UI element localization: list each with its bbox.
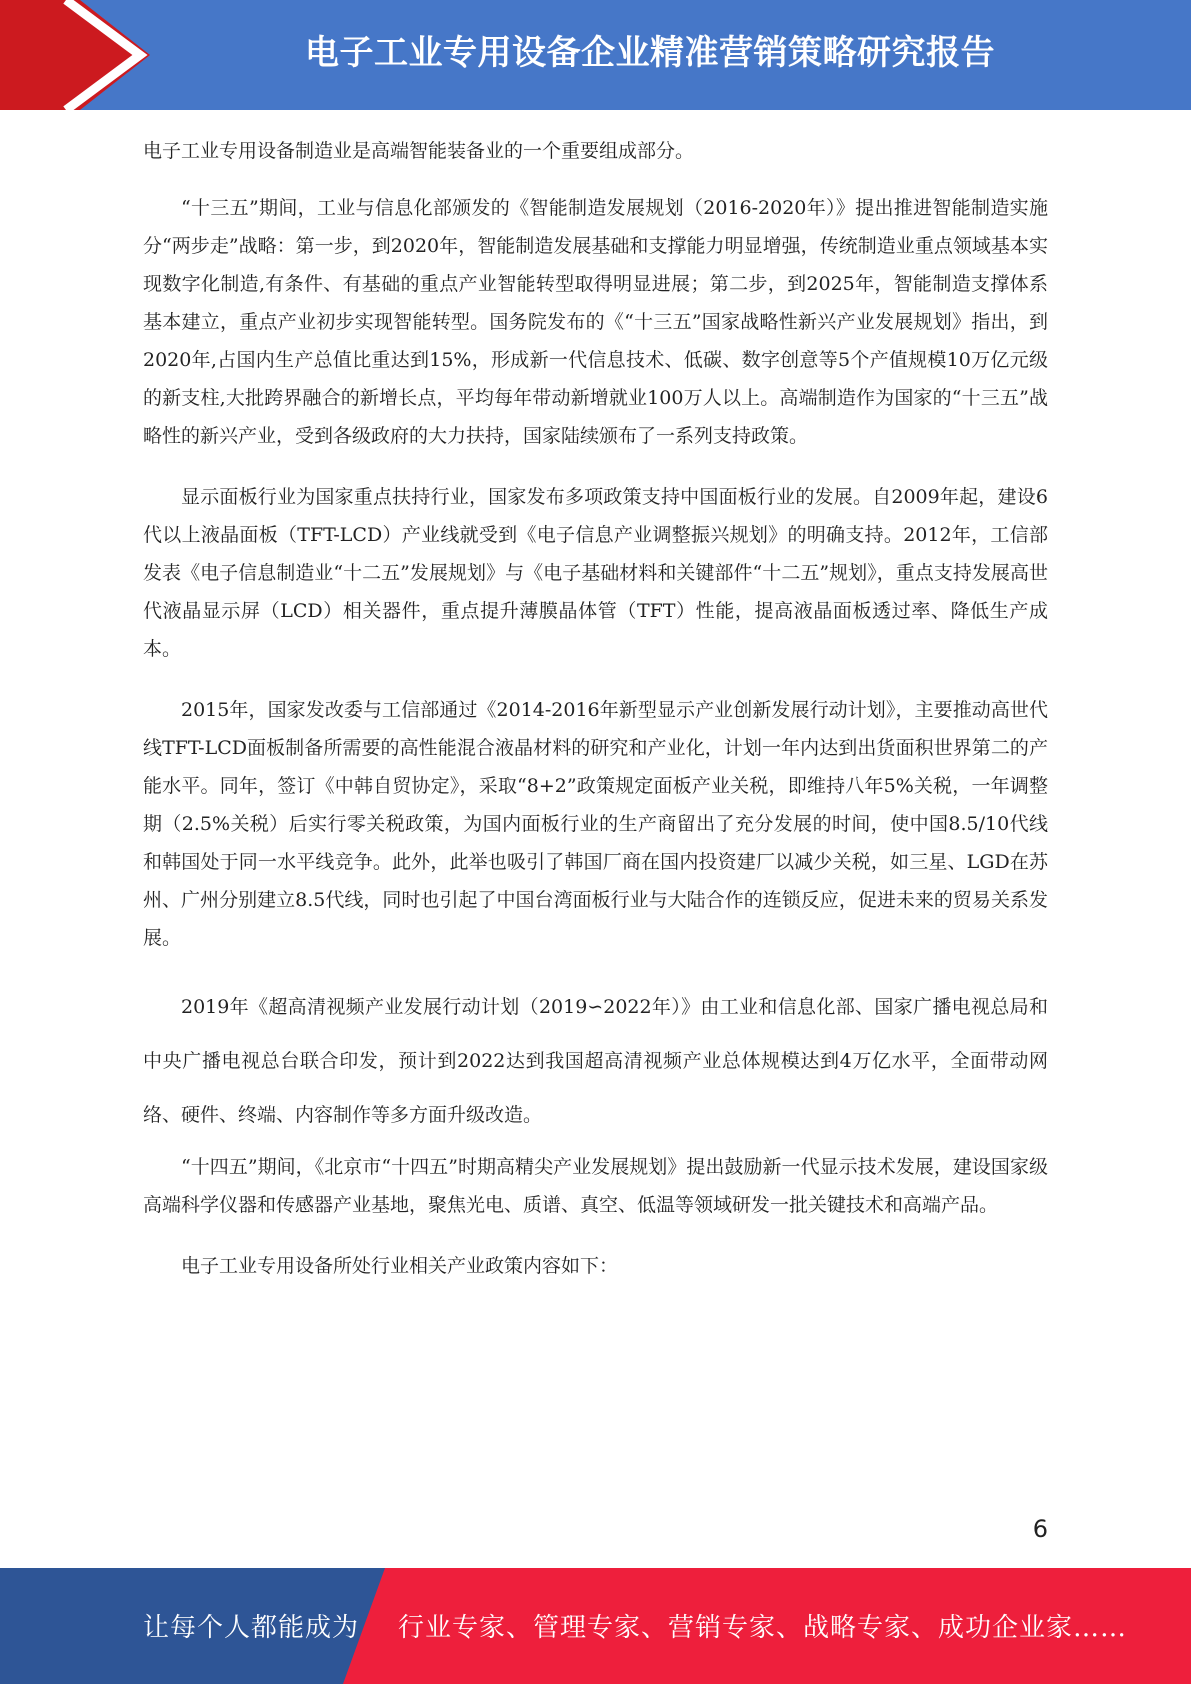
paragraph-13th-five-year: “十三五”期间，工业与信息化部颁发的《智能制造发展规划（2016-2020年）》提出推进智能制造实施分“两步走”战略：第一步，到2020年，智能制造发展基础和支撑能力明显增强，传统制造业重点领域基本实现数字化制造,有条件、有基础的重点产业智能转型取得明显进展；第二步，到2025年，智能制造支撑体系基本建立，重点产业初步实现智能转型。国务院发布的《“十三五”国家战略性新兴产业发展规划》指出，到2020年,占国内生产总值比重达到15%，形成新一代信息技术、低碳、数字创意等5个产值规模10万亿元级的新支柱,大批跨界融合的新增长点，平均每年带动新增就业100万人以上。高端制造作为国家的“十三五”战略性的新兴产业，受到各级政府的大力扶持，国家陆续颁布了一系列支持政策。 — [143, 197, 1048, 447]
document-body — [143, 132, 1048, 1285]
paragraph-14th-five-year: “十四五”期间，《北京市“十四五”时期高精尖产业发展规划》提出鼓励新一代显示技术发展，建设国家级高端科学仪器和传感器产业基地，聚焦光电、质谱、真空、低温等领域研发一批关键技术和高端产品。 — [143, 1156, 1048, 1216]
page-header — [0, 0, 1191, 110]
paragraph-uhd-video: 2019年《超高清视频产业发展行动计划（2019∽2022年）》由工业和信息化部、国家广播电视总局和中央广播电视总台联合印发，预计到2022达到我国超高清视频产业总体规模达到4万亿水平，全面带动网络、硬件、终端、内容制作等多方面升级改造。 — [143, 996, 1048, 1126]
paragraph-policy-lead: 电子工业专用设备所处行业相关产业政策内容如下： — [181, 1255, 619, 1277]
report-title: 电子工业专用设备企业精准营销策略研究报告 — [305, 33, 995, 73]
page-footer — [0, 1568, 1191, 1684]
paragraph-2015-plan: 2015年，国家发改委与工信部通过《2014-2016年新型显示产业创新发展行动计划》，主要推动高世代线TFT-LCD面板制备所需要的高性能混合液晶材料的研究和产业化，计划一年内达到出货面积世界第二的产能水平。同年，签订《中韩自贸协定》，采取“8+2”政策规定面板产业关税，即维持八年5%关税，一年调整期（2.5%关税）后实行零关税政策，为国内面板行业的生产商留出了充分发展的时间，使中国8.5/10代线和韩国处于同一水平线竞争。此外，此举也吸引了韩国厂商在国内投资建厂以减少关税，如三星、LGD在苏州、广州分别建立8.5代线，同时也引起了中国台湾面板行业与大陆合作的连锁反应，促进未来的贸易关系发展。 — [143, 699, 1048, 949]
header-corner-arrow — [0, 0, 160, 110]
paragraph-display-panel: 显示面板行业为国家重点扶持行业，国家发布多项政策支持中国面板行业的发展。自2009年起，建设6代以上液晶面板（TFT-LCD）产业线就受到《电子信息产业调整振兴规划》的明确支持。2012年，工信部发表《电子信息制造业“十二五”发展规划》与《电子基础材料和关键部件“十二五”规划》，重点支持发展高世代液晶显示屏（LCD）相关器件，重点提升薄膜晶体管（TFT）性能，提高液晶面板透过率、降低生产成本。 — [143, 486, 1048, 660]
page-number: 6 — [1032, 1515, 1048, 1543]
footer-slogan-right: 行业专家、管理专家、营销专家、战略专家、成功企业家…… — [398, 1613, 1128, 1643]
paragraph-intro: 电子工业专用设备制造业是高端智能装备业的一个重要组成部分。 — [143, 140, 695, 162]
footer-slogan-left: 让每个人都能成为 — [143, 1613, 360, 1643]
